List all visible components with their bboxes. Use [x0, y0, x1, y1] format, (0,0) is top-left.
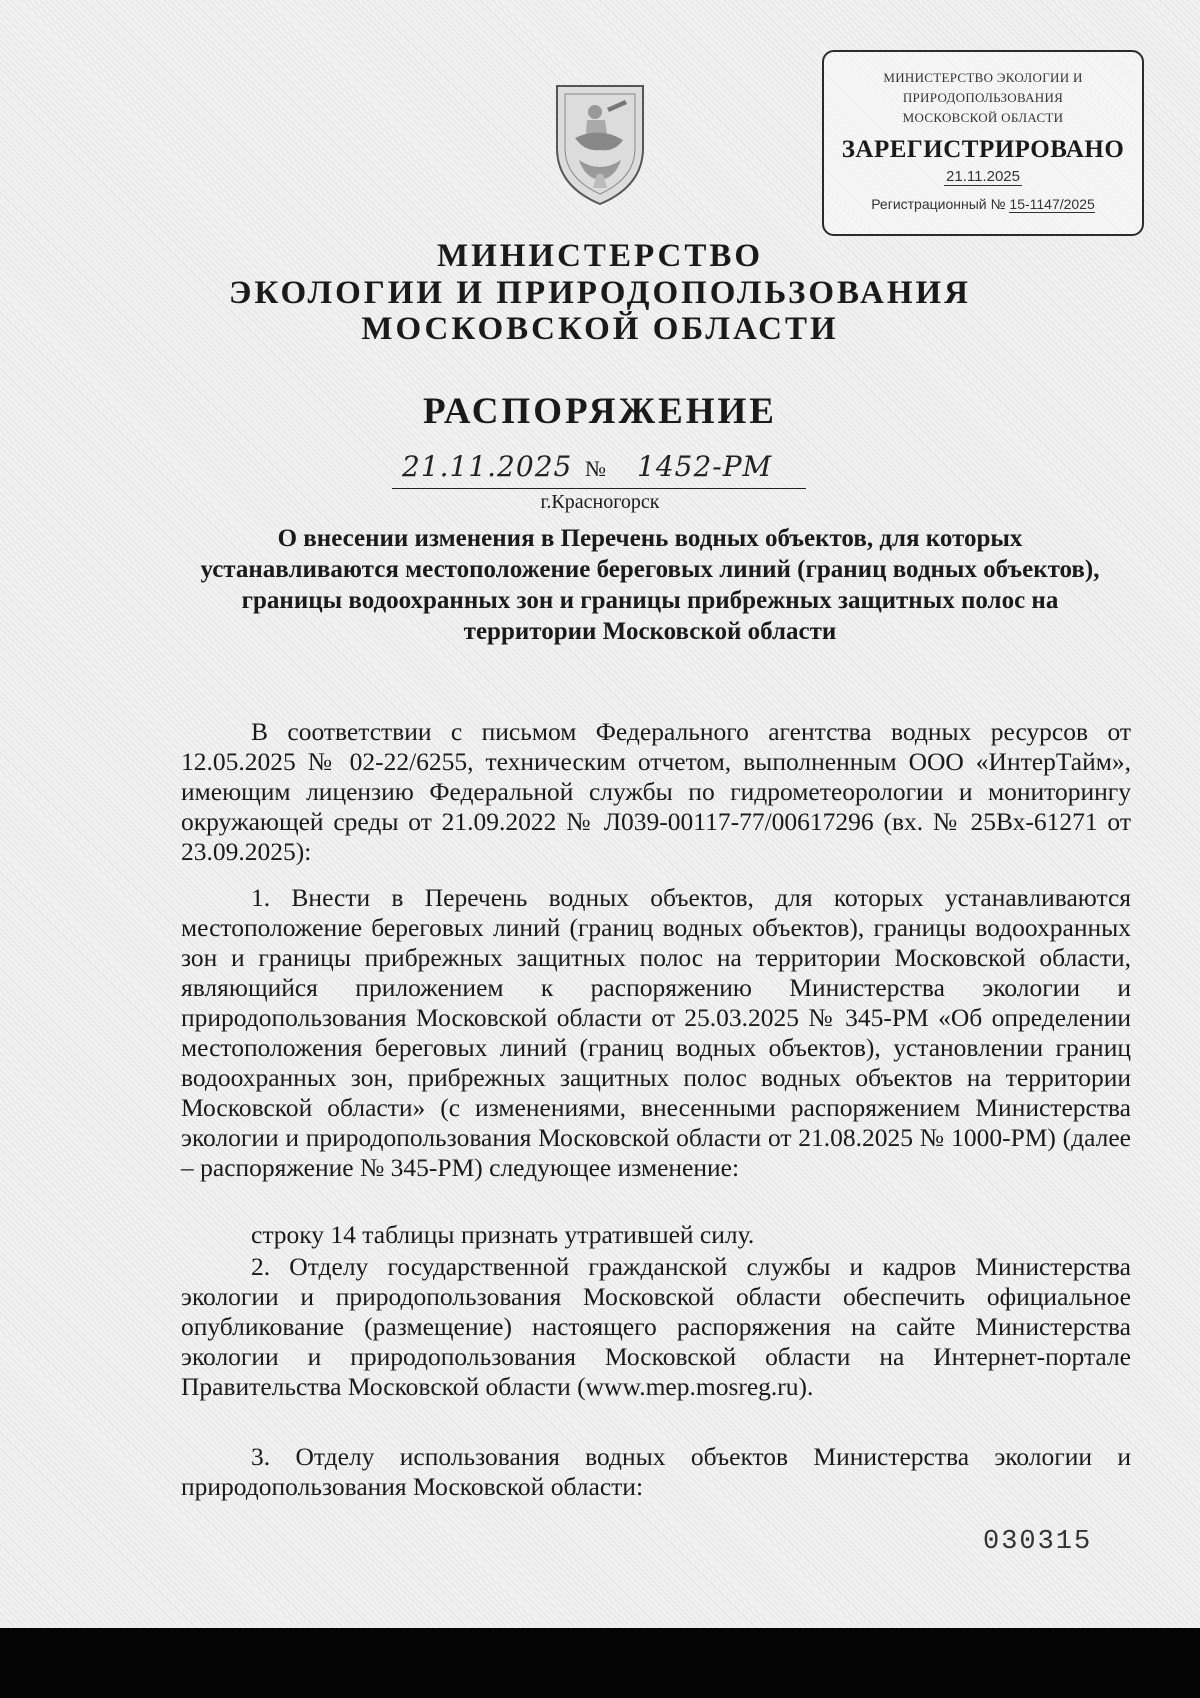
stamp-org-line-3: МОСКОВСКОЙ ОБЛАСТИ — [902, 110, 1064, 125]
org-name-line-3: МОСКОВСКОЙ ОБЛАСТИ — [361, 311, 839, 347]
stamp-reg-number: 15-1147/2025 — [1009, 196, 1095, 212]
coat-of-arms-icon — [545, 78, 655, 210]
org-name-line-2: ЭКОЛОГИИ И ПРИРОДОПОЛЬЗОВАНИЯ — [229, 275, 971, 311]
stamp-organization — [824, 68, 1142, 128]
document-subject: О внесении изменения в Перечень водных объектов, для которых устанавливаются местоположение береговых линий (границ водных объектов), границы водоохранных зон и границы прибрежных защитных полос на территории Московской области — [200, 525, 1100, 645]
item-2-paragraph: 2. Отделу государственной гражданской службы и кадров Министерства экологии и природопользования Московской области обеспечить официальное опубликование (размещение) настоящего распоряжения на сайте Министерства экологии и природопользования Московской области на Интернет-портале Правительства Московской области (www.mep.mosreg.ru). — [181, 1252, 1131, 1401]
registration-stamp — [822, 50, 1144, 236]
item-3-paragraph: 3. Отделу использования водных объектов Министерства экологии и природопользования Московской области: — [181, 1442, 1131, 1501]
stamp-status: ЗАРЕГИСТРИРОВАНО — [841, 136, 1125, 163]
handwritten-number: 1452-РМ — [637, 450, 773, 483]
item-1-paragraph: 1. Внести в Перечень водных объектов, для которых устанавливаются местоположение береговых линий (границ водных объектов), границы водоохранных зон и границы прибрежных защитных полос на территории Московской области, являющийся приложением к распоряжению Министерства экологии и природопользования Московской области от 25.03.2025 № 345-РМ «Об определении местоположения береговых линий (границ водных объектов), установлении границ водоохранных зон, прибрежных защитных полос водных объектов на территории Московской области» (с изменениями, внесенными распоряжением Министерства экологии и природопользования Московской области от 21.08.2025 № 1000-РМ) (далее – распоряжение № 345-РМ) следующее изменение: — [181, 883, 1131, 1182]
document-type-title: РАСПОРЯЖЕНИЕ — [422, 391, 777, 432]
stamp-date: 21.11.2025 — [946, 168, 1020, 185]
scan-bottom-edge — [0, 1628, 1200, 1698]
stamp-org-line-1: МИНИСТЕРСТВО ЭКОЛОГИИ И — [883, 70, 1083, 85]
preamble-paragraph: В соответствии с письмом Федерального агентства водных ресурсов от 12.05.2025 № 02-22/6255, техническим отчетом, выполненным ООО «ИнтерТайм», имеющим лицензию Федеральной службы по гидрометеорологии и мониторингу окружающей среды от 21.09.2022 № Л039-00117-77/00617296 (вх. № 25Вх-61271 от 23.09.2025): — [181, 717, 1131, 866]
stamp-registration — [824, 196, 1142, 212]
date-number-line — [392, 448, 806, 489]
footer-code: 030315 — [983, 1527, 1093, 1557]
number-sign: № — [585, 456, 606, 481]
stamp-org-line-2: ПРИРОДОПОЛЬЗОВАНИЯ — [902, 90, 1064, 105]
item-1-sub-paragraph: строку 14 таблицы признать утратившей силу. — [251, 1220, 755, 1249]
handwritten-date: 21.11.2025 — [402, 450, 573, 483]
stamp-reg-label: Регистрационный № — [871, 196, 1010, 212]
city: г.Красногорск — [540, 491, 660, 513]
org-name-line-1: МИНИСТЕРСТВО — [436, 238, 764, 274]
